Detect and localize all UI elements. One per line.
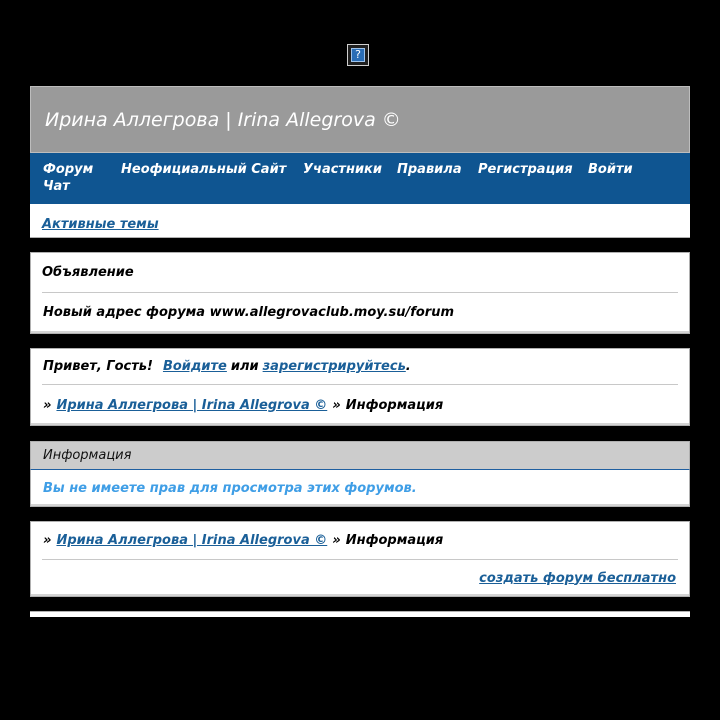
- breadcrumb-separator: »: [43, 397, 52, 413]
- login-link[interactable]: Войдите: [162, 359, 227, 374]
- announcement-box: [30, 252, 690, 334]
- nav-item-chat[interactable]: Чат: [43, 179, 70, 194]
- info-heading-bar: [30, 441, 690, 470]
- footer-box: [30, 521, 690, 597]
- nav-item-forum[interactable]: Форум: [43, 162, 94, 177]
- info-message-box: [30, 470, 690, 507]
- period-text: .: [405, 359, 411, 374]
- active-topics-link[interactable]: Активные темы: [42, 217, 159, 232]
- info-heading: Информация: [43, 448, 132, 463]
- breadcrumb-separator: »: [43, 533, 52, 548]
- register-link[interactable]: зарегистрируйтесь: [262, 359, 406, 374]
- bottom-bar: [30, 611, 690, 617]
- nav-item-unofficial-site[interactable]: Неофициальный Сайт: [121, 162, 287, 177]
- create-forum-link[interactable]: создать форум бесплатно: [479, 570, 676, 586]
- question-mark-glyph: ?: [351, 48, 365, 62]
- forum-container: [30, 86, 690, 617]
- announcement-title: Объявление: [42, 265, 134, 280]
- greeting-text: Привет, Гость!: [43, 359, 153, 374]
- nav-item-login[interactable]: Войти: [588, 162, 633, 177]
- nav-item-register[interactable]: Регистрация: [478, 162, 573, 177]
- nav-item-members[interactable]: Участники: [303, 162, 382, 177]
- breadcrumb-home-link[interactable]: Ирина Аллегрова | Irina Allegrova ©: [56, 397, 328, 413]
- no-permission-message: Вы не имеете прав для просмотра этих форумов.: [43, 480, 417, 496]
- forum-title[interactable]: Ирина Аллегрова | Irina Allegrova ©: [45, 108, 401, 131]
- breadcrumb-separator: »: [332, 397, 341, 413]
- forum-header: [30, 86, 690, 153]
- or-text: или: [230, 359, 259, 374]
- breadcrumb: [42, 385, 678, 425]
- announcement-text: Новый адрес форума www.allegrovaclub.moy.su/forum: [43, 304, 455, 320]
- breadcrumb-current: Информация: [345, 533, 444, 548]
- main-navigation: [30, 153, 690, 204]
- nav-item-rules[interactable]: Правила: [397, 162, 462, 177]
- breadcrumb-home-link[interactable]: Ирина Аллегрова | Irina Allegrova ©: [56, 533, 328, 548]
- footer-breadcrumb: [42, 522, 678, 559]
- breadcrumb-current: Информация: [345, 397, 444, 413]
- welcome-box: [30, 348, 690, 426]
- broken-image-icon: [347, 44, 369, 66]
- sub-navigation: [30, 204, 690, 238]
- breadcrumb-separator: »: [332, 533, 341, 548]
